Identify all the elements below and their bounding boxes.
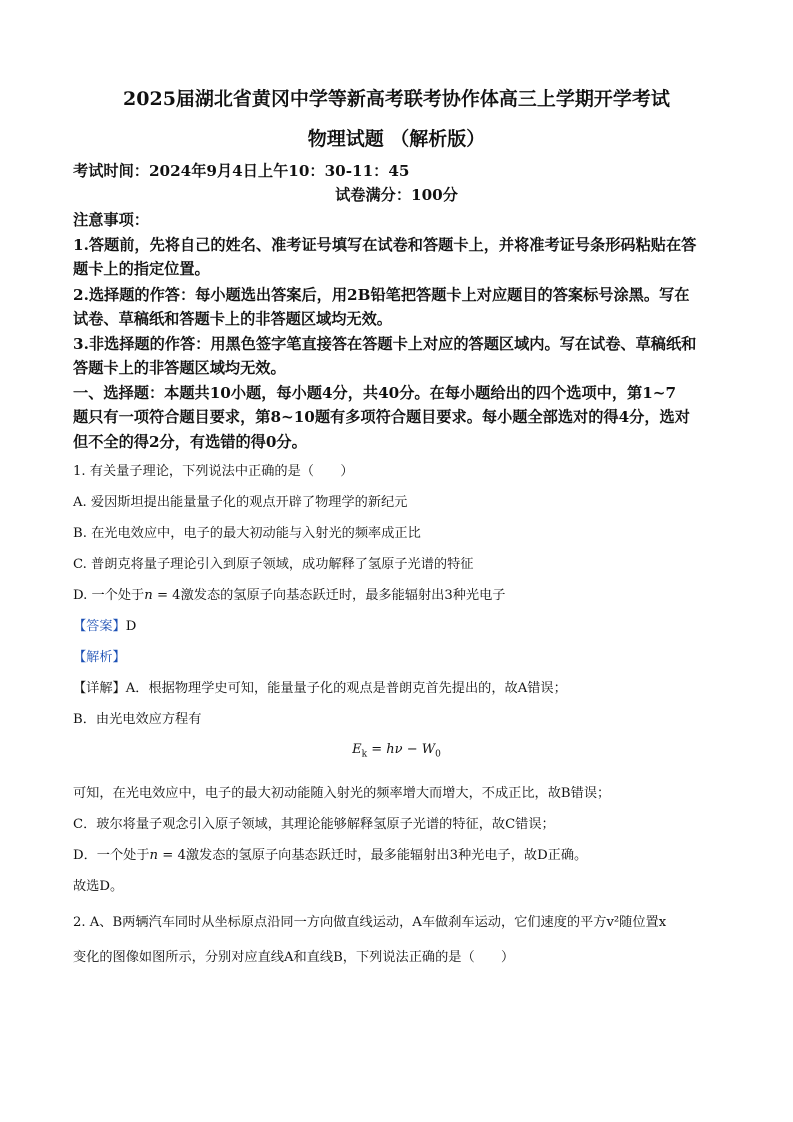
notice-item1-line2: 题卡上的指定位置。 [73,260,210,278]
section1-line2: 题只有一项符合题目要求，第8~10题有多项符合题目要求。每小题全部选对的得4分，选对 [73,408,690,426]
notice-heading: 注意事项： [73,211,149,229]
document-title-line2: 物理试题 （解析版） [307,128,486,150]
notice-item2-line1: 2.选择题的作答：每小题选出答案后，用2B铅笔把答题卡上对应题目的答案标号涂黑。写在 [73,286,690,304]
exam-score: 试卷满分：100分 [335,186,458,204]
notice-item2-line2: 试卷、草稿纸和答题卡上的非答题区域均无效。 [73,310,392,328]
exam-time: 考试时间：2024年9月4日上午10：30-11：45 [73,162,410,180]
answer-value: D [125,619,137,634]
q1-detail-b-text: 可知，在光电效应中，电子的最大初动能随入射光的频率增大而增大，不成正比，故B错误； [73,786,611,801]
notice-item1-line1: 1.答题前，先将自己的姓名、准考证号填写在试卷和答题卡上，并将准考证号条形码粘贴在答 [73,236,697,254]
photoelectric-equation: $E_k = h\nu - W_0$ [352,742,441,760]
q1-detail-a: 【详解】A．根据物理学史可知，能量量子化的观点是普朗克首先提出的，故A错误； [73,681,567,696]
answer-tag: 【答案】 [73,619,126,634]
q1-option-d: D. 一个处于n = 4激发态的氢原子向基态跃迁时，最多能辐射出3种光电子 [73,588,506,603]
analysis-tag: 【解析】 [73,650,126,665]
notice-item3-line2: 答题卡上的非答题区域均无效。 [73,359,286,377]
q1-stem: 1. 有关量子理论，下列说法中正确的是（ ） [73,464,354,479]
section1-line3: 但不全的得2分，有选错的得0分。 [73,433,307,451]
section1-line1: 一、选择题：本题共10小题，每小题4分，共40分。在每小题给出的四个选项中，第1~7 [73,384,677,402]
detail-tag: 【详解】 [73,681,126,696]
q1-detail-c: C．玻尔将量子观念引入原子领域，其理论能够解释氢原子光谱的特征，故C错误； [73,817,555,832]
q1-detail-d: D．一个处于n = 4激发态的氢原子向基态跃迁时，最多能辐射出3种光电子，故D正确。 [73,848,588,863]
document-title-line1: 2025届湖北省黄冈中学等新高考联考协作体高三上学期开学考试 [123,88,670,110]
q1-option-b: B. 在光电效应中，电子的最大初动能与入射光的频率成正比 [73,526,421,541]
q1-option-c: C. 普朗克将量子理论引入到原子领域，成功解释了氢原子光谱的特征 [73,557,474,572]
q1-detail-b-intro: B．由光电效应方程有 [73,712,202,727]
q1-option-a: A. 爱因斯坦提出能量量子化的观点开辟了物理学的新纪元 [73,495,408,510]
q1-answer [73,615,733,634]
q1-conclusion: 故选D。 [73,879,124,894]
q2-stem-line2: 变化的图像如图所示，分别对应直线A和直线B，下列说法正确的是（ ） [73,950,515,965]
notice-item3-line1: 3.非选择题的作答：用黑色签字笔直接答在答题卡上对应的答题区域内。写在试卷、草稿纸和 [73,335,697,353]
q2-stem-line1: 2. A、B两辆汽车同时从坐标原点沿同一方向做直线运动，A车做刹车运动，它们速度的平方v²随位置x [73,915,667,930]
